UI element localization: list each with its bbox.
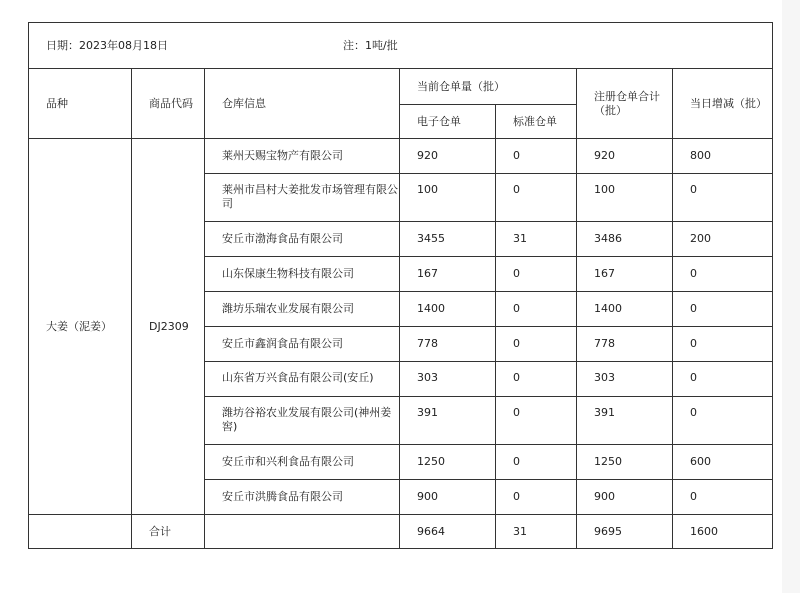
daily-change-cell: 200	[673, 222, 773, 257]
warehouse-name-cell: 山东保康生物科技有限公司	[205, 257, 400, 292]
registered-total-cell: 1400	[577, 292, 673, 327]
electronic-receipt-cell: 900	[400, 480, 496, 515]
warehouse-name-cell: 山东省万兴食品有限公司(安丘)	[205, 362, 400, 397]
registered-total-cell: 303	[577, 362, 673, 397]
header-row-1	[29, 69, 773, 105]
header-standard: 标准仓单	[496, 105, 577, 139]
header-variety: 品种	[29, 69, 132, 139]
warehouse-receipt-table	[28, 22, 773, 549]
daily-change-cell: 0	[673, 397, 773, 445]
warehouse-name-cell: 安丘市渤海食品有限公司	[205, 222, 400, 257]
daily-change-cell: 0	[673, 480, 773, 515]
daily-change-cell: 0	[673, 327, 773, 362]
warehouse-name-cell: 安丘市鑫润食品有限公司	[205, 327, 400, 362]
standard-receipt-cell: 0	[496, 174, 577, 222]
electronic-receipt-cell: 1400	[400, 292, 496, 327]
totals-row	[29, 515, 773, 549]
standard-receipt-cell: 0	[496, 445, 577, 480]
electronic-receipt-cell: 3455	[400, 222, 496, 257]
warehouse-name-cell: 潍坊谷裕农业发展有限公司(神州姜窖)	[205, 397, 400, 445]
registered-total-cell: 920	[577, 139, 673, 174]
totals-warehouse-blank	[205, 515, 400, 549]
header-electronic: 电子仓单	[400, 105, 496, 139]
daily-change-cell: 0	[673, 292, 773, 327]
registered-total-cell: 167	[577, 257, 673, 292]
totals-change: 1600	[673, 515, 773, 549]
header-warehouse-info: 仓库信息	[205, 69, 400, 139]
totals-blank-cell	[29, 515, 132, 549]
electronic-receipt-cell: 1250	[400, 445, 496, 480]
header-current-receipts: 当前仓单量（批）	[400, 69, 577, 105]
totals-registered: 9695	[577, 515, 673, 549]
header-daily-change: 当日增减（批）	[673, 69, 773, 139]
totals-electronic: 9664	[400, 515, 496, 549]
electronic-receipt-cell: 920	[400, 139, 496, 174]
standard-receipt-cell: 0	[496, 480, 577, 515]
warehouse-name-cell: 莱州天赐宝物产有限公司	[205, 139, 400, 174]
warehouse-name-cell: 安丘市洪腾食品有限公司	[205, 480, 400, 515]
daily-change-cell: 600	[673, 445, 773, 480]
daily-change-cell: 0	[673, 362, 773, 397]
product-code-cell: DJ2309	[132, 139, 205, 515]
header-product-code: 商品代码	[132, 69, 205, 139]
unit-note: 注：1吨/批	[343, 38, 398, 52]
standard-receipt-cell: 0	[496, 397, 577, 445]
registered-total-cell: 778	[577, 327, 673, 362]
totals-label: 合计	[132, 515, 205, 549]
electronic-receipt-cell: 100	[400, 174, 496, 222]
electronic-receipt-cell: 778	[400, 327, 496, 362]
daily-change-cell: 0	[673, 257, 773, 292]
warehouse-name-cell: 莱州市昌村大姜批发市场管理有限公司	[205, 174, 400, 222]
warehouse-name-cell: 安丘市和兴利食品有限公司	[205, 445, 400, 480]
scroll-gutter	[782, 0, 800, 593]
electronic-receipt-cell: 167	[400, 257, 496, 292]
electronic-receipt-cell: 391	[400, 397, 496, 445]
registered-total-cell: 3486	[577, 222, 673, 257]
standard-receipt-cell: 0	[496, 327, 577, 362]
registered-total-cell: 391	[577, 397, 673, 445]
standard-receipt-cell: 31	[496, 222, 577, 257]
table-body	[29, 139, 773, 515]
variety-cell: 大姜（泥姜）	[29, 139, 132, 515]
table-row	[29, 139, 773, 174]
report-date: 日期：2023年08月18日	[46, 38, 168, 52]
info-row	[29, 23, 773, 69]
daily-change-cell: 0	[673, 174, 773, 222]
header-registered-total: 注册仓单合计（批）	[577, 69, 673, 139]
standard-receipt-cell: 0	[496, 257, 577, 292]
standard-receipt-cell: 0	[496, 292, 577, 327]
standard-receipt-cell: 0	[496, 139, 577, 174]
registered-total-cell: 100	[577, 174, 673, 222]
warehouse-name-cell: 潍坊乐瑞农业发展有限公司	[205, 292, 400, 327]
totals-standard: 31	[496, 515, 577, 549]
registered-total-cell: 900	[577, 480, 673, 515]
daily-change-cell: 800	[673, 139, 773, 174]
electronic-receipt-cell: 303	[400, 362, 496, 397]
registered-total-cell: 1250	[577, 445, 673, 480]
standard-receipt-cell: 0	[496, 362, 577, 397]
